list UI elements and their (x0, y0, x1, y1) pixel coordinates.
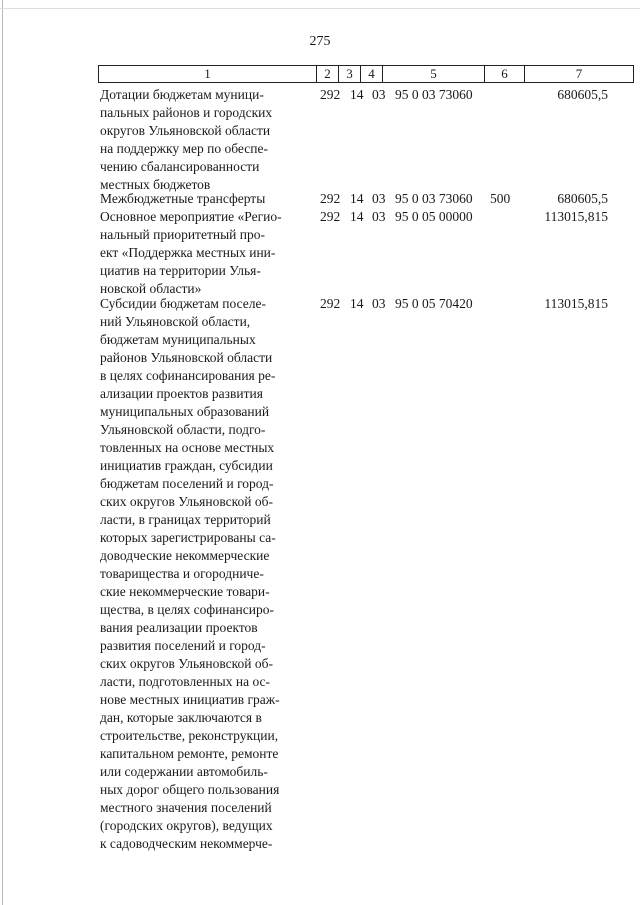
description-line: или содержании автомобиль- (100, 764, 268, 779)
cell-col-3: 14 (350, 209, 364, 224)
description-line: Субсидии бюджетам поселе- (100, 296, 266, 311)
cell-col-5: 95 0 03 73060 (395, 87, 473, 102)
description-line: ний Ульяновской области, (100, 314, 251, 329)
cell-col-2: 292 (320, 191, 341, 206)
cell-col-3: 14 (350, 191, 364, 206)
description-line: которых зарегистрированы са- (100, 530, 276, 545)
header-col-7: 7 (575, 66, 583, 81)
scan-edge-left (2, 0, 3, 905)
description-line: капитальном ремонте, ремонте (100, 746, 279, 761)
description-line: товарищества и огородниче- (100, 566, 264, 581)
cell-col-7: 680605,5 (557, 191, 608, 206)
description-line: муниципальных образований (100, 404, 270, 419)
description-line: на поддержку мер по обеспе- (100, 141, 268, 156)
description-line: бюджетам муниципальных (100, 332, 256, 347)
description-line: местного значения поселений (100, 800, 272, 815)
cell-col-6: 500 (490, 191, 511, 206)
description-line: ных дорог общего пользования (100, 782, 280, 797)
table-header (98, 65, 634, 83)
description-line: пальных районов и городских (100, 105, 273, 120)
cell-col-4: 03 (372, 191, 386, 206)
description-line: (городских округов), ведущих (100, 818, 273, 833)
description-line: к садоводческим некоммерче- (100, 836, 273, 851)
description-line: ект «Поддержка местных ини- (100, 245, 276, 260)
row-description (100, 86, 310, 194)
description-line: ские некоммерческие товари- (100, 584, 270, 599)
description-line: инициатив граждан, субсидии (100, 458, 273, 473)
description-line: строительстве, реконструкции, (100, 728, 279, 743)
description-line: ализации проектов развития (100, 386, 263, 401)
page-number: 275 (309, 34, 331, 49)
description-line: Ульяновской области, подго- (100, 422, 266, 437)
header-col-3: 3 (339, 66, 361, 82)
row-description (100, 208, 310, 298)
row-description (100, 190, 310, 208)
description-line: товленных на основе местных (100, 440, 275, 455)
cell-col-5: 95 0 03 73060 (395, 191, 473, 206)
cell-col-5: 95 0 05 70420 (395, 296, 473, 311)
cell-col-2: 292 (320, 87, 341, 102)
description-line: ских округов Ульяновской об- (100, 494, 273, 509)
cell-col-2: 292 (320, 209, 341, 224)
description-line: развития поселений и город- (100, 638, 266, 653)
description-line: округов Ульяновской области (100, 123, 271, 138)
cell-col-7: 113015,815 (544, 209, 608, 224)
description-line: циатив на территории Улья- (100, 263, 261, 278)
header-col-6: 6 (485, 66, 525, 82)
description-line: нове местных инициатив граж- (100, 692, 280, 707)
description-line: в целях софинансирования ре- (100, 368, 276, 383)
description-line: дан, которые заключаются в (100, 710, 262, 725)
header-col-1: 1 (99, 66, 317, 82)
row-description (100, 295, 310, 853)
description-line: бюджетам поселений и город- (100, 476, 274, 491)
cell-col-7: 113015,815 (544, 296, 608, 311)
header-col-5: 5 (383, 66, 485, 82)
cell-col-3: 14 (350, 296, 364, 311)
description-line: нальный приоритетный про- (100, 227, 265, 242)
header-col-4: 4 (361, 66, 383, 82)
description-line: щества, в целях софинансиро- (100, 602, 274, 617)
header-col-2: 2 (317, 66, 339, 82)
description-line: доводческие некоммерческие (100, 548, 270, 563)
cell-col-5: 95 0 05 00000 (395, 209, 473, 224)
description-line: вания реализации проектов (100, 620, 258, 635)
description-line: ласти, подготовленных на ос- (100, 674, 271, 689)
scan-edge-top (0, 8, 640, 9)
description-line: районов Ульяновской области (100, 350, 273, 365)
cell-col-7: 680605,5 (557, 87, 608, 102)
description-line: чению сбалансированности (100, 159, 260, 174)
description-line: ских округов Ульяновской об- (100, 656, 273, 671)
cell-col-4: 03 (372, 296, 386, 311)
cell-col-4: 03 (372, 209, 386, 224)
cell-col-3: 14 (350, 87, 364, 102)
description-line: ласти, в границах территорий (100, 512, 271, 527)
cell-col-4: 03 (372, 87, 386, 102)
description-line: Дотации бюджетам муници- (100, 87, 264, 102)
description-line: местных бюджетов (100, 177, 211, 192)
description-line: Межбюджетные трансферты (100, 191, 266, 206)
cell-col-2: 292 (320, 296, 341, 311)
description-line: Основное мероприятие «Регио- (100, 209, 282, 224)
description-line: новской области» (100, 281, 202, 296)
